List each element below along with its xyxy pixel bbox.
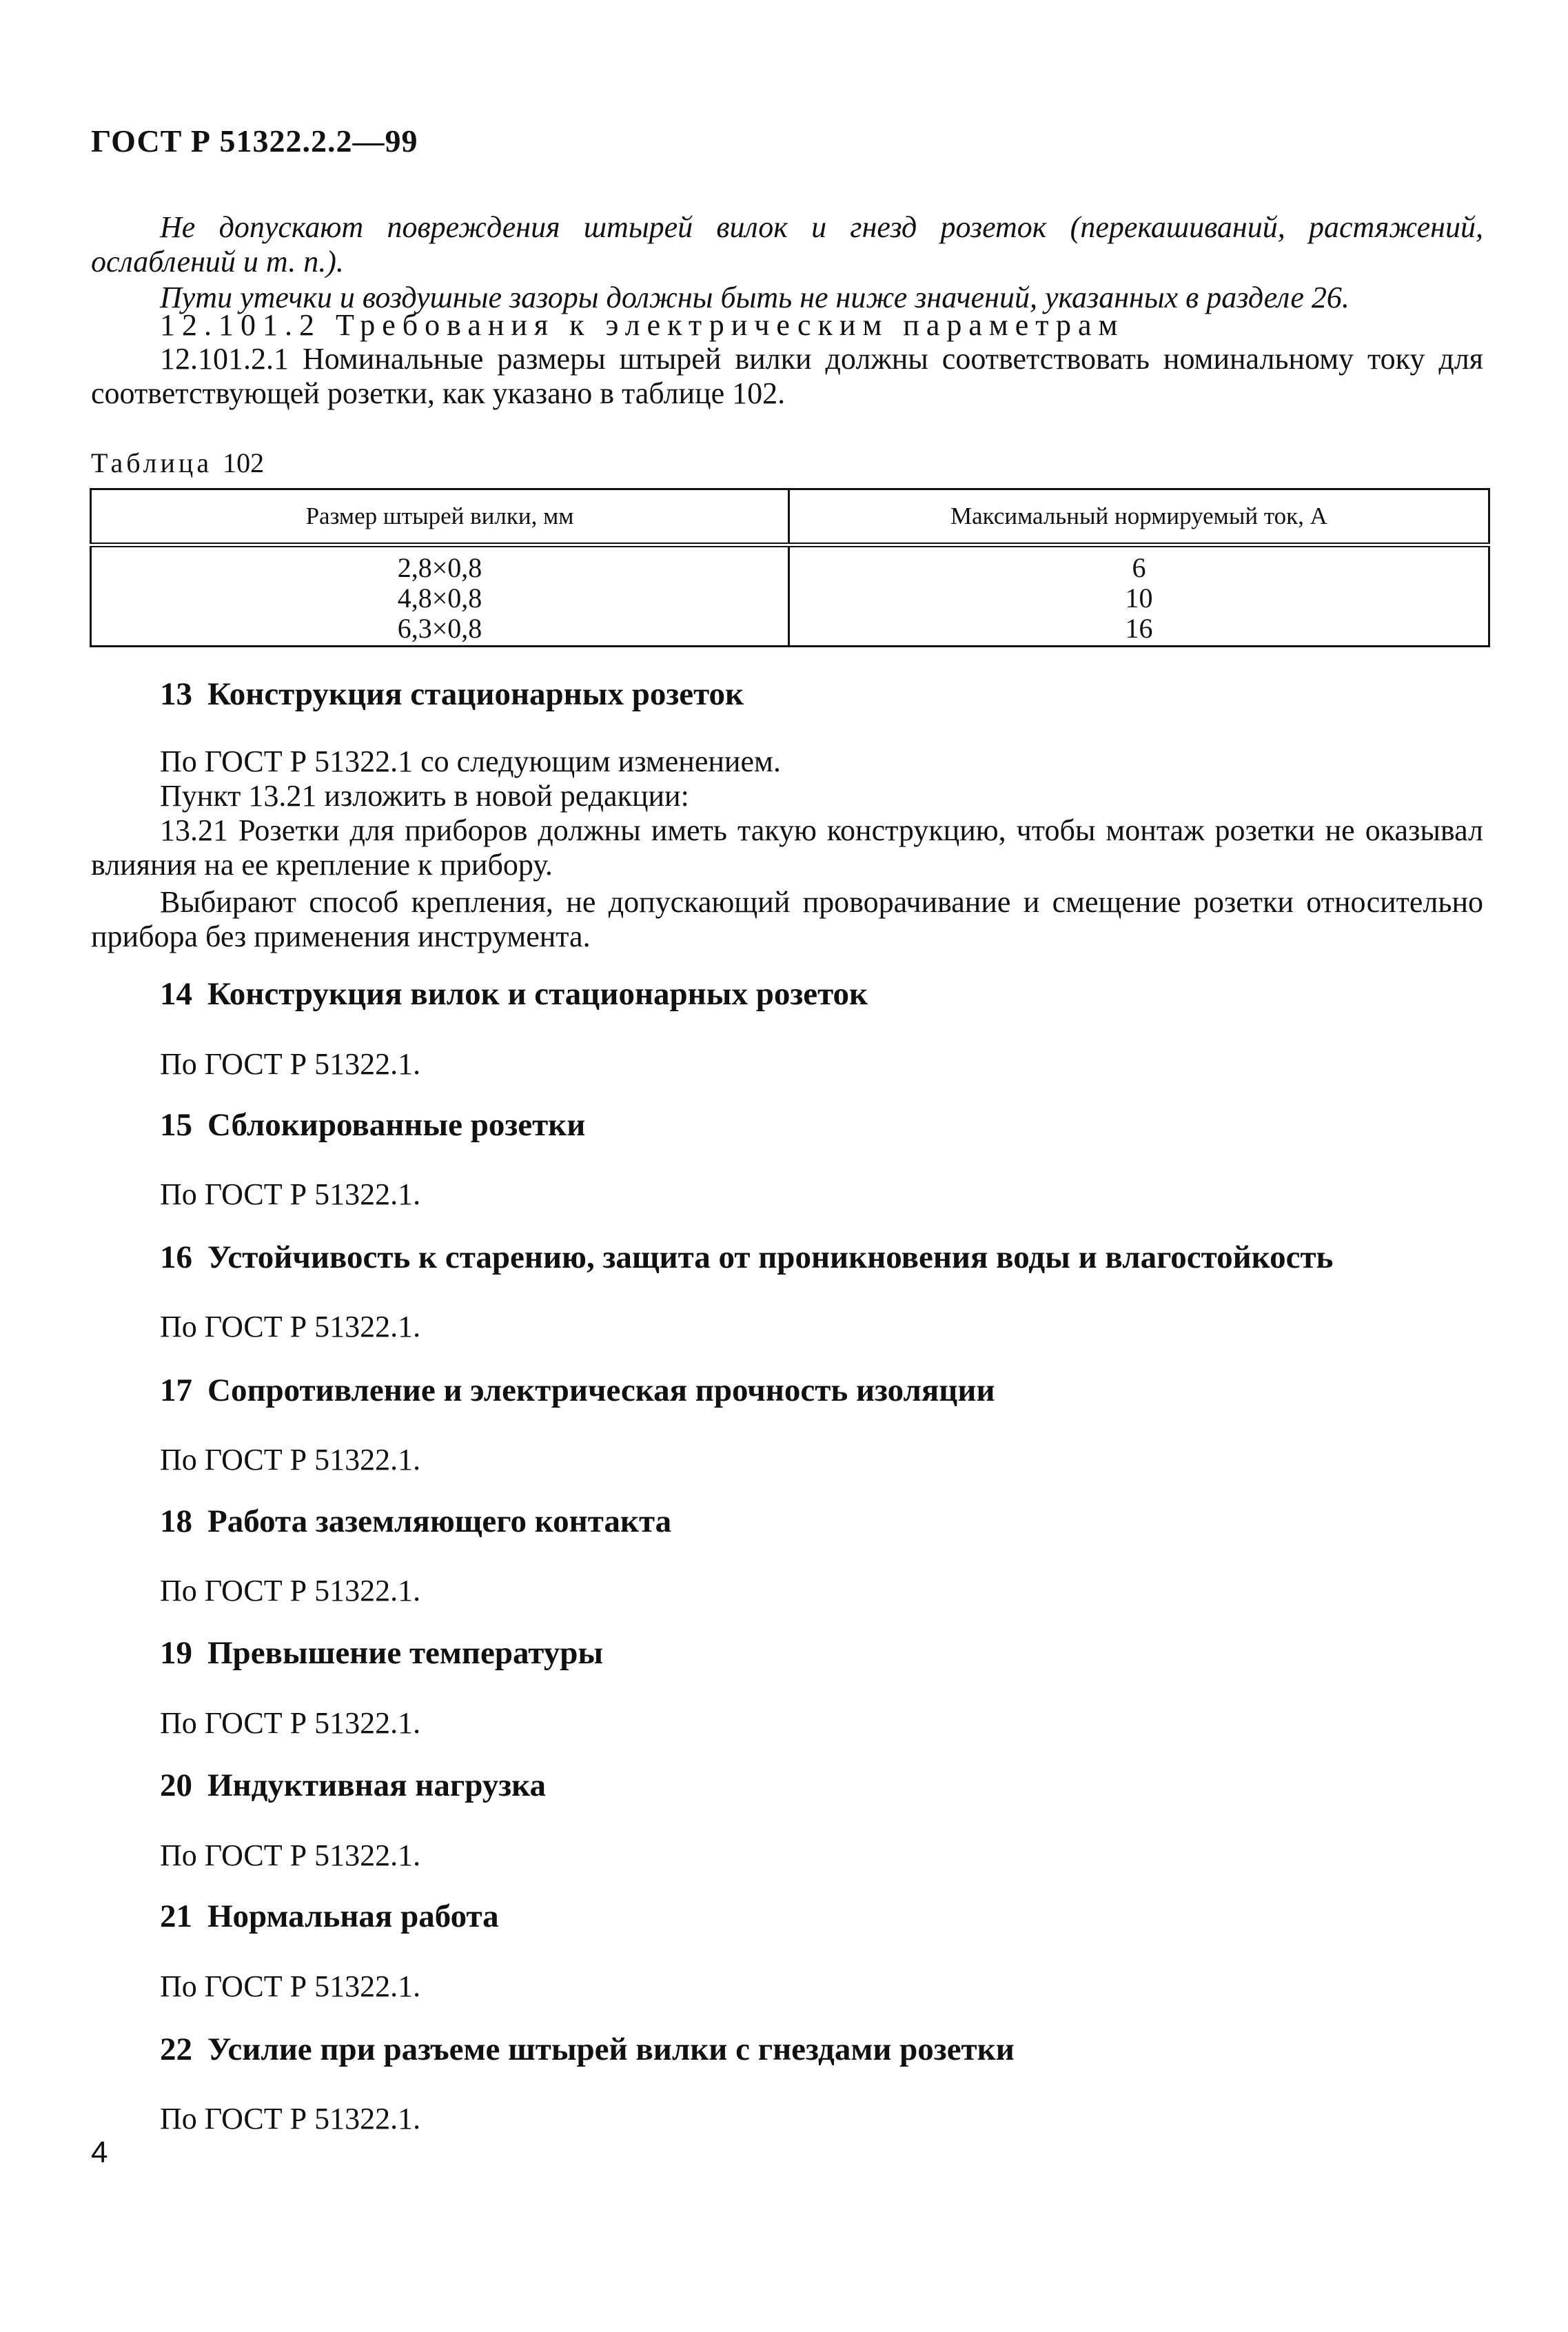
requirements-paragraph: 12.101.2.1 Номинальные размеры штырей вилки должны соответствовать номинальному току для соответствующей розетки, как указано в таблице 102. xyxy=(91,342,1483,410)
section-heading-text: Нормальная работа xyxy=(207,1898,499,1934)
table-cell: 4,8×0,8 xyxy=(91,583,789,614)
section-title-22 xyxy=(160,2031,1015,2068)
section-number: 20 xyxy=(160,1767,192,1803)
section-paragraph: Пункт 13.21 изложить в новой редакции: xyxy=(160,779,689,813)
section-heading-text: Устойчивость к старению, защита от проникновения воды и влагостойкость xyxy=(207,1239,1334,1275)
section-heading-text: Сопротивление и электрическая прочность изоляции xyxy=(207,1372,995,1408)
section-number: 14 xyxy=(160,976,192,1012)
section-title-14 xyxy=(160,975,868,1013)
section-paragraph: Выбирают способ крепления, не допускающий проворачивание и смещение розетки относительно прибора без применения инструмента. xyxy=(91,885,1483,953)
section-body-16: По ГОСТ Р 51322.1. xyxy=(160,1310,421,1344)
requirements-title: 12.101.2 Требования к электрическим параметрам xyxy=(160,308,1125,342)
section-number: 18 xyxy=(160,1503,192,1539)
table-caption-number: 102 xyxy=(223,447,265,478)
intro-italic-block xyxy=(91,210,1483,316)
table-header-cell: Размер штырей вилки, мм xyxy=(91,489,789,545)
section-number: 17 xyxy=(160,1372,192,1408)
pin-size-table xyxy=(90,488,1490,647)
section-heading-text: Усилие при разъеме штырей вилки с гнездами розетки xyxy=(207,2031,1015,2067)
section-title-20 xyxy=(160,1767,546,1804)
section-heading-text: Конструкция вилок и стационарных розеток xyxy=(207,976,868,1012)
table-cell: 10 xyxy=(789,583,1489,614)
section-heading-text: Сблокированные розетки xyxy=(207,1107,586,1143)
section-title-16 xyxy=(160,1239,1333,1276)
section-13-body xyxy=(91,744,1483,954)
section-title-17 xyxy=(160,1372,995,1409)
section-heading-text: Превышение температуры xyxy=(207,1635,604,1671)
table-cell: 16 xyxy=(789,614,1489,647)
section-heading-text: Индуктивная нагрузка xyxy=(207,1767,546,1803)
table-header-row xyxy=(91,489,1489,545)
table-row xyxy=(91,614,1489,647)
section-body-21: По ГОСТ Р 51322.1. xyxy=(160,1969,421,2003)
document-header: ГОСТ Р 51322.2.2—99 xyxy=(91,123,418,159)
table-caption-word: Таблица xyxy=(91,447,213,478)
section-title-21 xyxy=(160,1898,499,1935)
section-title-15 xyxy=(160,1106,585,1144)
requirements-block xyxy=(91,342,1483,411)
section-body-18: По ГОСТ Р 51322.1. xyxy=(160,1574,421,1608)
section-number: 15 xyxy=(160,1107,192,1143)
table-caption xyxy=(91,447,264,479)
section-paragraph: 13.21 Розетки для приборов должны иметь такую конструкцию, чтобы монтаж розетки не оказывал влияния на ее крепление к прибору. xyxy=(91,813,1483,882)
section-body-17: По ГОСТ Р 51322.1. xyxy=(160,1443,421,1477)
section-number: 13 xyxy=(160,676,192,712)
section-body-15: По ГОСТ Р 51322.1. xyxy=(160,1177,421,1211)
table-cell: 6 xyxy=(789,545,1489,584)
table-header-cell: Максимальный нормируемый ток, А xyxy=(789,489,1489,545)
section-heading-text: Работа заземляющего контакта xyxy=(207,1503,672,1539)
section-title-18 xyxy=(160,1503,671,1540)
page-number: 4 xyxy=(91,2136,108,2169)
table-row xyxy=(91,583,1489,614)
section-number: 21 xyxy=(160,1898,192,1934)
section-body-19: По ГОСТ Р 51322.1. xyxy=(160,1706,421,1740)
section-body-22: По ГОСТ Р 51322.1. xyxy=(160,2102,421,2136)
section-title-13 xyxy=(160,676,744,713)
section-body-20: По ГОСТ Р 51322.1. xyxy=(160,1838,421,1872)
section-title-19 xyxy=(160,1634,603,1672)
table-cell: 2,8×0,8 xyxy=(91,545,789,584)
intro-paragraph: Пути утечки и воздушные зазоры должны быть не ниже значений, указанных в разделе 26. xyxy=(160,281,1350,314)
section-paragraph: По ГОСТ Р 51322.1 со следующим изменением. xyxy=(160,744,781,778)
section-heading-text: Конструкция стационарных розеток xyxy=(207,676,744,712)
intro-paragraph: Не допускают повреждения штырей вилок и гнезд розеток (перекашиваний, растяжений, ослаблений и т. п.). xyxy=(91,210,1483,278)
section-number: 19 xyxy=(160,1635,192,1671)
section-body-14: По ГОСТ Р 51322.1. xyxy=(160,1047,421,1081)
section-number: 16 xyxy=(160,1239,192,1275)
table-cell: 6,3×0,8 xyxy=(91,614,789,647)
table-row xyxy=(91,545,1489,584)
section-number: 22 xyxy=(160,2031,192,2067)
